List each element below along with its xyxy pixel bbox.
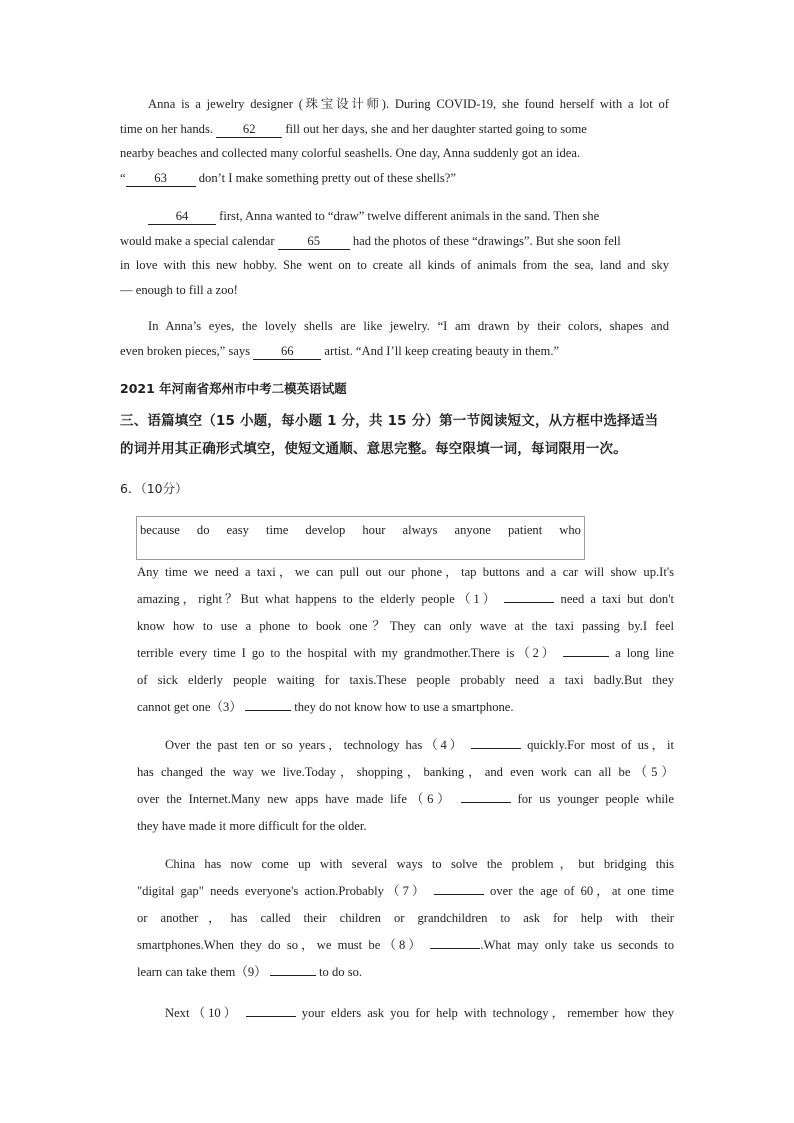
text-line: cannot get one（3） they do not know how to use a smartphone. — [137, 700, 514, 714]
text-line: Anna is a jewelry designer (珠宝设计师). During COVID-19, she found herself with a lot of — [148, 97, 669, 111]
blank-3[interactable] — [245, 710, 291, 711]
text-line: 64 first, Anna wanted to “draw” twelve different animals in the sand. Then she — [120, 204, 669, 229]
word-bank-item: patient — [507, 523, 543, 537]
word-bank-item: who — [559, 523, 581, 537]
text-line: In Anna’s eyes, the lovely shells are like jewelry. “I am drawn by their colors, shapes and — [148, 319, 669, 333]
text-line: of sick elderly people waiting for taxis.These people probably need a taxi badly.But they — [137, 673, 674, 687]
blank-8[interactable] — [430, 948, 480, 949]
blank-64[interactable]: 64 — [148, 209, 216, 225]
word-bank — [140, 523, 581, 538]
instruction-line-1: 三、语篇填空（15 小题，每小题 1 分，共 15 分）第一节阅读短文，从方框中选择适当 — [120, 413, 659, 429]
blank-7[interactable] — [434, 894, 484, 895]
text-line: even broken pieces,” says 66 artist. “And I’ll keep creating beauty in them.” — [120, 343, 560, 358]
blank-66[interactable]: 66 — [253, 344, 321, 360]
text-line: smartphones.When they do so，we must be（8） .What may only take us seconds to — [137, 938, 674, 952]
text-line: Any time we need a taxi，we can pull out our phone，tap buttons and a car will show up.It's — [137, 565, 674, 579]
text-line: or another，has called their children or grandchildren to ask for help with their — [137, 911, 674, 925]
blank-9[interactable] — [270, 975, 316, 976]
blank-2[interactable] — [563, 656, 609, 657]
text-line: over the Internet.Many new apps have made life（6） for us younger people while — [137, 792, 675, 806]
passage1-paragraph2 — [120, 204, 669, 302]
blank-63[interactable]: 63 — [126, 171, 196, 187]
text-line: amazing，right？But what happens to the elderly people（1） need a taxi but don't — [137, 592, 674, 606]
text-line: — enough to fill a zoo! — [120, 282, 238, 297]
word-bank-item: always — [402, 523, 438, 537]
text-line: Over the past ten or so years，technology has（4） quickly.For most of us，it — [165, 738, 675, 752]
word-bank-item: because — [140, 523, 180, 537]
word-bank-item: easy — [226, 523, 249, 537]
exam-title: 2021 年河南省郑州市中考二模英语试题 — [120, 381, 347, 396]
text-line: learn can take them（9） to do so. — [137, 965, 363, 979]
text-line: know how to use a phone to book one？They can only wave at the taxi passing by.I feel — [137, 619, 674, 633]
text-line: would make a special calendar 65 had the photos of these “drawings”. But she soon fell — [120, 233, 621, 248]
text-line: Next（10） your elders ask you for help with technology，remember how they — [165, 1006, 674, 1020]
text-line: nearby beaches and collected many colorful seashells. One day, Anna suddenly got an idea. — [120, 146, 581, 160]
text-line: “ 63 don’t I make something pretty out of these shells?” — [120, 170, 456, 185]
word-bank-item: do — [196, 523, 210, 537]
word-bank-box — [136, 516, 585, 560]
passage2-paragraph3 — [137, 851, 674, 986]
passage2-paragraph1 — [137, 559, 674, 721]
passage2-paragraph4 — [137, 1000, 674, 1027]
text-line: China has now come up with several ways to solve the problem，but bridging this — [165, 857, 674, 871]
passage2-paragraph2 — [137, 732, 674, 840]
word-bank-item: hour — [362, 523, 386, 537]
instruction-line-2: 的词并用其正确形式填空，使短文通顺、意思完整。每空限填一词，每词限用一次。 — [120, 441, 627, 457]
text-line: terrible every time I go to the hospital with my grandmother.There is（2） a long line — [137, 646, 674, 660]
passage1-paragraph3 — [120, 314, 669, 363]
blank-62[interactable]: 62 — [216, 122, 282, 138]
blank-6[interactable] — [461, 802, 511, 803]
text-line: "digital gap" needs everyone's action.Probably（7） over the age of 60，at one time — [137, 884, 674, 898]
blank-10[interactable] — [246, 1016, 296, 1017]
word-bank-item: anyone — [454, 523, 491, 537]
word-bank-item: time — [265, 523, 289, 537]
text-line: has changed the way we live.Today，shopping，banking，and even work can all be（5） — [137, 765, 674, 779]
passage1-paragraph1 — [120, 92, 669, 190]
blank-1[interactable] — [504, 602, 554, 603]
text-line: they have made it more difficult for the older. — [137, 819, 367, 833]
blank-65[interactable]: 65 — [278, 234, 350, 250]
text-line: in love with this new hobby. She went on to create all kinds of animals from the sea, land and sky — [120, 258, 669, 272]
word-bank-item: develop — [305, 523, 346, 537]
blank-4[interactable] — [471, 748, 521, 749]
text-line: time on her hands. 62 fill out her days, she and her daughter started going to some — [120, 121, 587, 136]
question-number: 6．（10分） — [120, 481, 188, 496]
